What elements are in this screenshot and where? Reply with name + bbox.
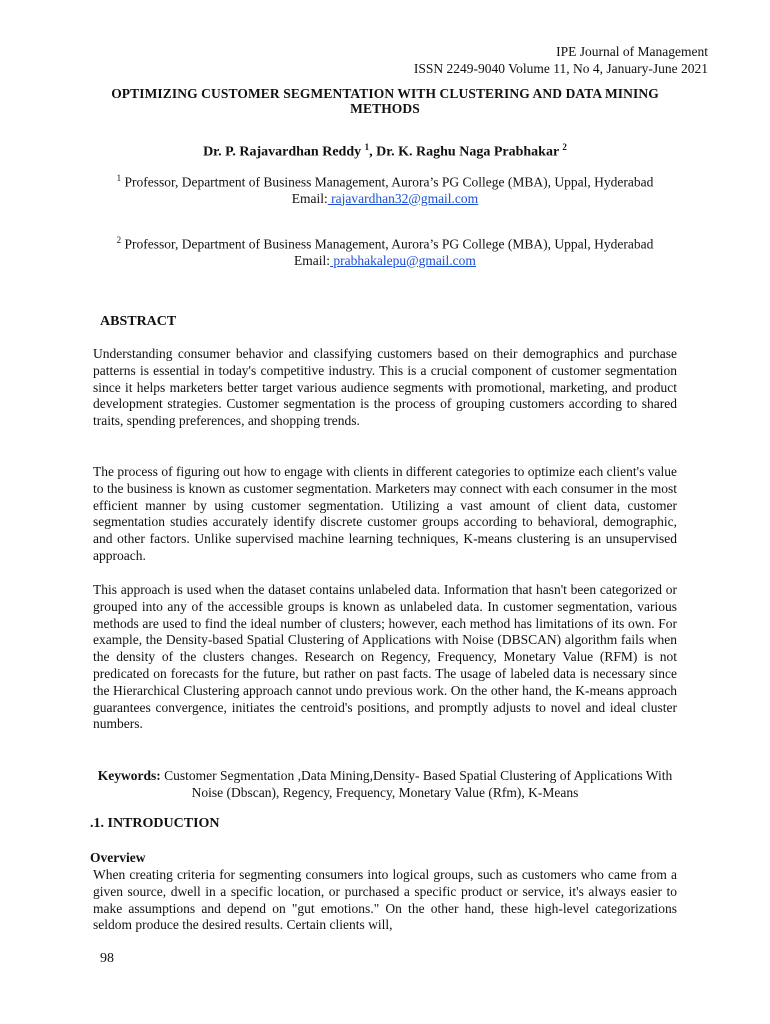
email-label: Email:	[294, 252, 331, 268]
abstract-paragraph-2: The process of figuring out how to engage with clients in different categories to optimize each client's value to the business is known as customer segmentation. Marketers may connect with each consumer in the most efficient manner by using customer segmentation. Utilizing a vast amount of client data, customer segmentation studies accurately identify discrete customer groups according to behavioral, demographic, and other factors. Unlike supervised machine learning techniques, K-means clustering is an unsupervised approach.	[93, 464, 677, 563]
keywords-text: Customer Segmentation ,Data Mining,Density- Based Spatial Clustering of Applications With Noise (Dbscan), Regency, Frequency, Monetary Value (Rfm), K-Means	[160, 768, 673, 800]
affiliation-2	[92, 232, 678, 269]
paper-title: OPTIMIZING CUSTOMER SEGMENTATION WITH CLUSTERING AND DATA MINING METHODS	[111, 86, 659, 116]
affiliation-1-sup: 1	[116, 173, 122, 183]
introduction-heading: .1. INTRODUCTION	[90, 816, 220, 831]
abstract-heading: ABSTRACT	[100, 314, 177, 329]
introduction-paragraph: When creating criteria for segmenting consumers into logical groups, such as customers who came from a given source, dwell in a specific location, or purchased a specific product or service, it's always easier to make assumptions and depend on "gut emotions." On the other hand, these high-level categorizations seldom produce the desired results. Certain clients will,	[93, 867, 677, 933]
overview-subheading: Overview	[90, 850, 146, 865]
email-link-1[interactable]: rajavardhan32@gmail.com	[327, 190, 479, 206]
author-separator: ,	[369, 144, 377, 160]
affiliation-1-email-line	[92, 191, 678, 207]
keywords-label: Keywords:	[97, 768, 161, 783]
author-line	[92, 142, 678, 161]
email-label: Email:	[291, 190, 328, 206]
author-1-name: Dr. P. Rajavardhan Reddy	[203, 144, 362, 160]
keywords	[92, 767, 678, 801]
affiliation-1-text: $^1$ Professor, Department of Business Management, Aurora’s PG College (MBA), Uppal, Hyderabad	[116, 173, 654, 190]
journal-header	[414, 43, 708, 77]
journal-name: IPE Journal of Management	[556, 44, 708, 59]
author-2-name: Dr. K. Raghu Naga Prabhakar	[376, 144, 559, 160]
affiliation-1	[92, 170, 678, 207]
abstract-paragraph-3: This approach is used when the dataset contains unlabeled data. Information that hasn't been categorized or grouped into any of the accessible groups is known as unlabeled data. In customer segmentation, various methods are used to find the ideal number of clusters; however, each method has limitations of its own. For example, the Density-based Spatial Clustering of Applications with Noise (DBSCAN) algorithm fails when the density of the clusters changes. Research on Regency, Frequency, Monetary Value (RFM) is not predicated on forecasts for the future, but rather on past facts. The usage of labeled data is necessary since the Hierarchical Clustering approach cannot undo previous work. On the other hand, the K-means approach guarantees convergence, initiates the centroid's positions, and promptly adjusts to novel and ideal cluster numbers.	[93, 582, 677, 732]
affiliation-2-sup: 2	[116, 235, 122, 245]
affiliation-2-text: $^2$ Professor, Department of Business Management, Aurora’s PG College (MBA), Uppal, Hyderabad	[116, 235, 654, 252]
abstract-paragraph-1: Understanding consumer behavior and classifying customers based on their demographics and purchase patterns is essential in today's competitive industry. This is a crucial component of customer segmentation since it helps marketers better target various audience segments with promotional, marketing, and product development strategies. Customer segmentation is the process of grouping customers according to shared traits, spending preferences, and shopping trends.	[93, 346, 677, 429]
author-1-sup: 1	[364, 142, 370, 152]
page-number: 98	[100, 951, 114, 966]
affiliation-2-email-line	[92, 253, 678, 269]
email-link-2[interactable]: prabhakalepu@gmail.com	[330, 252, 476, 268]
issn-line: ISSN 2249-9040 Volume 11, No 4, January-June 2021	[413, 61, 708, 76]
author-2-sup: 2	[562, 142, 567, 152]
